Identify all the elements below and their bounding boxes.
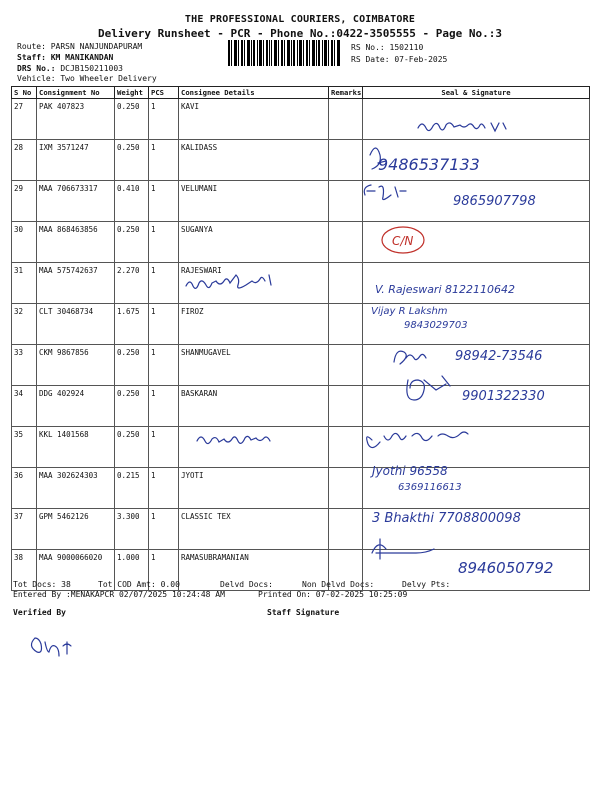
cell-sno: 27: [12, 99, 37, 140]
cell-weight: 3.300: [115, 509, 149, 550]
cell-seal-signature: [363, 345, 590, 386]
handwriting-row33: 98942-73546: [455, 349, 543, 364]
col-header-remarks: Remarks: [329, 87, 363, 99]
cell-seal-signature: [363, 140, 590, 181]
table-row: [12, 304, 590, 345]
cell-remarks: [329, 345, 363, 386]
handwriting-row38: 8946050792: [458, 559, 554, 577]
vehicle-value: Two Wheeler Delivery: [60, 74, 157, 83]
cell-consignment-no: IXM 3571247: [37, 140, 115, 181]
tot-docs: Tot Docs: 38: [13, 580, 71, 589]
cell-consignee: RAJESWARI: [179, 263, 329, 304]
cell-consignee: BASKARAN: [179, 386, 329, 427]
cell-consignee: CLASSIC TEX: [179, 509, 329, 550]
table-row: [12, 140, 590, 181]
cell-pcs: 1: [149, 140, 179, 181]
handwriting-row30: C/N: [392, 234, 414, 248]
cell-sno: 34: [12, 386, 37, 427]
cell-seal-signature: [363, 550, 590, 591]
runsheet-subtitle: Delivery Runsheet - PCR - Phone No.:0422-3505555 - Page No.:3: [98, 27, 502, 40]
vehicle-line: [17, 73, 157, 84]
cell-consignment-no: CKM 9867856: [37, 345, 115, 386]
cell-pcs: 1: [149, 222, 179, 263]
cell-consignment-no: MAA 575742637: [37, 263, 115, 304]
cell-remarks: [329, 263, 363, 304]
cell-consignment-no: PAK 407823: [37, 99, 115, 140]
cell-remarks: [329, 181, 363, 222]
cell-sno: 30: [12, 222, 37, 263]
cell-sno: 31: [12, 263, 37, 304]
rs-no-value: 1502110: [389, 43, 424, 52]
handwriting-row32a: Vijay R Lakshm: [371, 306, 448, 317]
cell-pcs: 1: [149, 345, 179, 386]
delvd-docs: Delvd Docs:: [220, 580, 273, 589]
route-line: [17, 41, 142, 52]
delivery-table: [11, 86, 590, 591]
table-row: [12, 386, 590, 427]
cell-consignment-no: CLT 30468734: [37, 304, 115, 345]
cell-seal-signature: [363, 468, 590, 509]
handwriting-row34: 9901322330: [462, 389, 545, 404]
cell-weight: 0.250: [115, 140, 149, 181]
verified-by-label: Verified By: [13, 608, 66, 617]
verified-by-signature: [31, 638, 71, 656]
cell-sno: 37: [12, 509, 37, 550]
cell-sno: 32: [12, 304, 37, 345]
handwriting-row36a: Jyothi 96558: [372, 464, 448, 478]
cell-pcs: 1: [149, 181, 179, 222]
table-row: [12, 181, 590, 222]
delvy-pts: Delvy Pts:: [402, 580, 451, 589]
table-row: [12, 345, 590, 386]
handwriting-row32b: 9843029703: [404, 320, 468, 331]
route-label: Route:: [17, 42, 46, 51]
staff-line: [17, 52, 113, 63]
cell-consignment-no: DDG 402924: [37, 386, 115, 427]
cell-pcs: 1: [149, 386, 179, 427]
cell-weight: 2.270: [115, 263, 149, 304]
table-row: [12, 427, 590, 468]
cell-pcs: 1: [149, 304, 179, 345]
tot-cod-amt: Tot COD Amt: 0.00: [98, 580, 180, 589]
col-header-consignment: Consignment No: [37, 87, 115, 99]
cell-weight: 0.250: [115, 427, 149, 468]
table-body: [12, 99, 590, 591]
cell-remarks: [329, 140, 363, 181]
rs-date-value: 07-Feb-2025: [394, 55, 448, 64]
entered-by: Entered By :MENAKAPCR 02/07/2025 10:24:48 AM: [13, 590, 225, 599]
rs-no-label: RS No.:: [351, 43, 385, 52]
cell-weight: 0.250: [115, 386, 149, 427]
rs-date-label: RS Date:: [351, 55, 390, 64]
cell-sno: 35: [12, 427, 37, 468]
cell-weight: 0.250: [115, 99, 149, 140]
cell-pcs: 1: [149, 550, 179, 591]
cell-consignee: SUGANYA: [179, 222, 329, 263]
cell-sno: 33: [12, 345, 37, 386]
cell-seal-signature: [363, 222, 590, 263]
cell-consignment-no: MAA 302624303: [37, 468, 115, 509]
cell-sno: 38: [12, 550, 37, 591]
cell-consignment-no: MAA 9000066020: [37, 550, 115, 591]
cell-remarks: [329, 386, 363, 427]
cell-seal-signature: [363, 304, 590, 345]
cell-seal-signature: [363, 263, 590, 304]
handwriting-row31: V. Rajeswari 8122110642: [375, 283, 515, 296]
barcode-image: [228, 40, 340, 66]
non-delvd-docs: Non Delvd Docs:: [302, 580, 375, 589]
cell-consignee: [179, 427, 329, 468]
cell-weight: 0.250: [115, 345, 149, 386]
cell-sno: 28: [12, 140, 37, 181]
cell-remarks: [329, 222, 363, 263]
handwriting-row28: 9486537133: [378, 155, 480, 174]
cell-pcs: 1: [149, 263, 179, 304]
cell-consignee: RAMASUBRAMANIAN: [179, 550, 329, 591]
table-row: [12, 263, 590, 304]
cell-seal-signature: [363, 509, 590, 550]
cell-weight: 1.675: [115, 304, 149, 345]
cell-pcs: 1: [149, 99, 179, 140]
cell-weight: 0.410: [115, 181, 149, 222]
cell-consignee: JYOTI: [179, 468, 329, 509]
printed-on: Printed On: 07-02-2025 10:25:09: [258, 590, 408, 599]
cell-weight: 0.250: [115, 222, 149, 263]
rs-date-line: [351, 54, 447, 65]
cell-seal-signature: [363, 386, 590, 427]
drs-label: DRS No.:: [17, 64, 56, 73]
cell-consignment-no: GPM 5462126: [37, 509, 115, 550]
cell-weight: 0.215: [115, 468, 149, 509]
rs-no-line: [351, 42, 423, 53]
cell-consignee: VELUMANI: [179, 181, 329, 222]
vehicle-label: Vehicle:: [17, 74, 56, 83]
cell-consignee: KAVI: [179, 99, 329, 140]
company-title: THE PROFESSIONAL COURIERS, COIMBATORE: [184, 14, 416, 25]
table-row: [12, 99, 590, 140]
cell-sno: 29: [12, 181, 37, 222]
table-row: [12, 468, 590, 509]
staff-value: KM MANIKANDAN: [50, 53, 114, 62]
col-header-consignee: Consignee Details: [179, 87, 329, 99]
cell-remarks: [329, 468, 363, 509]
handwriting-row29: 9865907798: [453, 194, 536, 209]
cell-pcs: 1: [149, 509, 179, 550]
cell-remarks: [329, 509, 363, 550]
cell-seal-signature: [363, 181, 590, 222]
cell-seal-signature: [363, 99, 590, 140]
cell-remarks: [329, 427, 363, 468]
cell-consignment-no: MAA 706673317: [37, 181, 115, 222]
cell-pcs: 1: [149, 427, 179, 468]
cell-sno: 36: [12, 468, 37, 509]
cell-consignee: SHANMUGAVEL: [179, 345, 329, 386]
cell-consignment-no: MAA 868463856: [37, 222, 115, 263]
col-header-pcs: PCS: [149, 87, 179, 99]
handwriting-row37: 3 Bhakthi 7708800098: [372, 511, 521, 526]
cell-remarks: [329, 304, 363, 345]
cell-consignee: FIROZ: [179, 304, 329, 345]
staff-signature-label: Staff Signature: [267, 608, 340, 617]
col-header-weight: Weight: [115, 87, 149, 99]
cell-pcs: 1: [149, 468, 179, 509]
route-value: PARSN NANJUNDAPURAM: [50, 42, 143, 51]
cell-remarks: [329, 99, 363, 140]
cell-consignment-no: KKL 1401568: [37, 427, 115, 468]
table-row: [12, 509, 590, 550]
table-row: [12, 222, 590, 263]
cell-seal-signature: [363, 427, 590, 468]
staff-label: Staff:: [17, 53, 46, 62]
table-header-row: [12, 87, 590, 99]
col-header-seal-signature: Seal & Signature: [363, 87, 590, 99]
col-header-sno: S No: [12, 87, 37, 99]
drs-value: DCJB150211003: [60, 64, 123, 73]
cell-weight: 1.000: [115, 550, 149, 591]
handwriting-row36b: 6369116613: [398, 482, 462, 493]
cell-consignee: KALIDASS: [179, 140, 329, 181]
